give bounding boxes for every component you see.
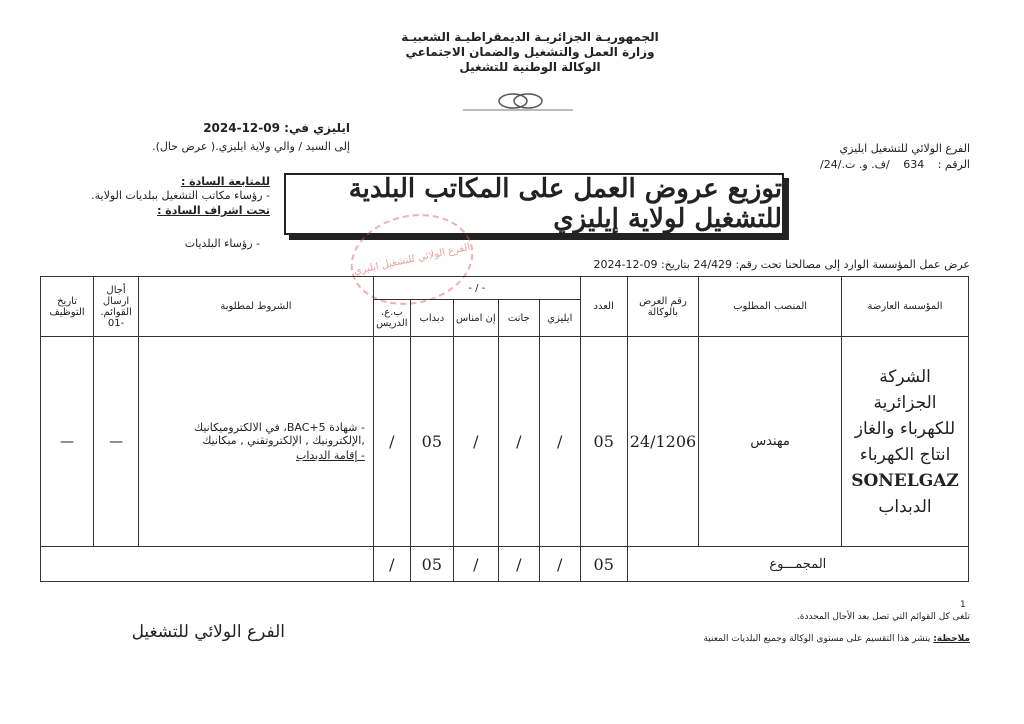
company-line-3: للكهرباء والغاز <box>854 418 956 439</box>
table-header-row <box>41 277 969 300</box>
footnote-number: 1 <box>960 600 966 610</box>
reference-label: الرقم : <box>937 158 970 171</box>
note-line <box>600 634 970 644</box>
company-line-5: SONELGAZ <box>851 470 959 491</box>
reference-code: /ف. و. ت./24/ <box>820 158 890 171</box>
total-empty <box>41 547 374 582</box>
table-row <box>41 337 969 547</box>
company-line-4: انتاج الكهرباء <box>859 444 951 465</box>
condition-degree: شهادة BAC+5، في الالكتروميكانيك ,الإلكترونيك , الإلكتروتقني , ميكانيك <box>194 421 365 447</box>
total-illizi: / <box>539 547 580 582</box>
debdeb-cell: 05 <box>410 337 453 547</box>
col-distribution: - / - <box>373 277 580 300</box>
total-in-amenas: / <box>453 547 498 582</box>
company-cell <box>842 337 969 547</box>
djanet-cell: / <box>498 337 539 547</box>
col-count: العدد <box>580 277 627 337</box>
col-bordj: ب.ع. الدريس <box>373 300 410 337</box>
document-title: توزيع عروض العمل على المكاتب البلدية للتشغيل لولاية إيليزي <box>348 174 782 234</box>
distribution-table <box>40 276 969 582</box>
col-offer-number: رقم العرض بالوكالة <box>627 277 698 337</box>
col-position: المنصب المطلوب <box>699 277 842 337</box>
republic-name: الجمهوريـة الجزائريـة الديمقراطيـة الشعبيـة <box>401 30 659 44</box>
note-label: ملاحظة: <box>933 634 970 644</box>
col-illizi: ايليزي <box>539 300 580 337</box>
letterhead <box>380 30 680 75</box>
supervision-label: تحت اشراف السادة : <box>157 204 270 217</box>
mayors-line: - رؤساء البلديات <box>184 237 260 250</box>
hiring-date-cell: — <box>41 337 94 547</box>
note-text: ينشر هذا التقسيم على مستوى الوكالة وجميع البلديات المعنية <box>703 634 931 644</box>
conditions-cell <box>139 337 374 547</box>
ministry-name: وزارة العمل والتشغيل والضمان الاجتماعي <box>405 45 655 59</box>
official-stamp: الفرع الولائي للتشغيل ايليزي <box>342 203 482 316</box>
col-debdeb: دبداب <box>410 300 453 337</box>
total-djanet: / <box>498 547 539 582</box>
condition-item-2: - إقامة الدبداب <box>296 449 365 462</box>
agency-name: الوكالة الوطنية للتشغيل <box>459 60 601 74</box>
bordj-cell: / <box>373 337 410 547</box>
count-cell: 05 <box>580 337 627 547</box>
illizi-cell: / <box>539 337 580 547</box>
title-box <box>284 173 784 235</box>
table-total-row <box>41 547 969 582</box>
total-count: 05 <box>580 547 627 582</box>
reference-line <box>790 158 970 171</box>
col-djanet: جانت <box>498 300 539 337</box>
in-amenas-cell: / <box>453 337 498 547</box>
col-deadline: أجال ارسال القوائم. -01 <box>94 277 139 337</box>
col-conditions: الشروط لمطلوبة <box>139 277 374 337</box>
company-line-2: الجزائرية <box>873 392 937 413</box>
follow-up-label: للمتابعة السادة : <box>180 175 270 188</box>
position-cell: مهندس <box>699 337 842 547</box>
branch-name: الفرع الولائي للتشغيل ايليزي <box>839 142 970 155</box>
total-bordj: / <box>373 547 410 582</box>
condition-item-1: - شهادة BAC+5، في الالكتروميكانيك ,الإلكترونيك , الإلكتروتقني , ميكانيك <box>194 421 365 447</box>
condition-residence: إقامة الدبداب <box>296 449 358 462</box>
date-line: ايليزي في: 09-12-2024 <box>203 121 350 135</box>
col-hiring-date: تاريخ التوظيف <box>41 277 94 337</box>
reference-number: 634 <box>903 158 925 171</box>
agency-logo-icon <box>458 92 578 114</box>
col-company: المؤسسة العارضة <box>842 277 969 337</box>
office-heads-line: - رؤساء مكاتب التشغيل ببلديات الولاية. <box>91 189 270 202</box>
footnote-text: تلغى كل القوائم التي تصل بعد الأجال المحددة. <box>796 612 970 622</box>
company-line-1: الشركة <box>879 366 931 387</box>
col-in-amenas: إن امناس <box>453 300 498 337</box>
deadline-cell: — <box>94 337 139 547</box>
offer-reference-line: عرض عمل المؤسسة الوارد إلى مصالحنا تحت رقم: 24/429 بتاريخ: 09-12-2024 <box>593 258 970 271</box>
company-line-6: الدبداب <box>878 496 932 517</box>
recipient-line: إلى السيد / والي ولاية ايليزي.( عرض حال). <box>152 140 350 153</box>
signature-branch: الفرع الولائي للتشغيل <box>131 622 285 642</box>
total-label: المجمـــوع <box>627 547 968 582</box>
total-debdeb: 05 <box>410 547 453 582</box>
offer-number-cell: 24/1206 <box>627 337 698 547</box>
